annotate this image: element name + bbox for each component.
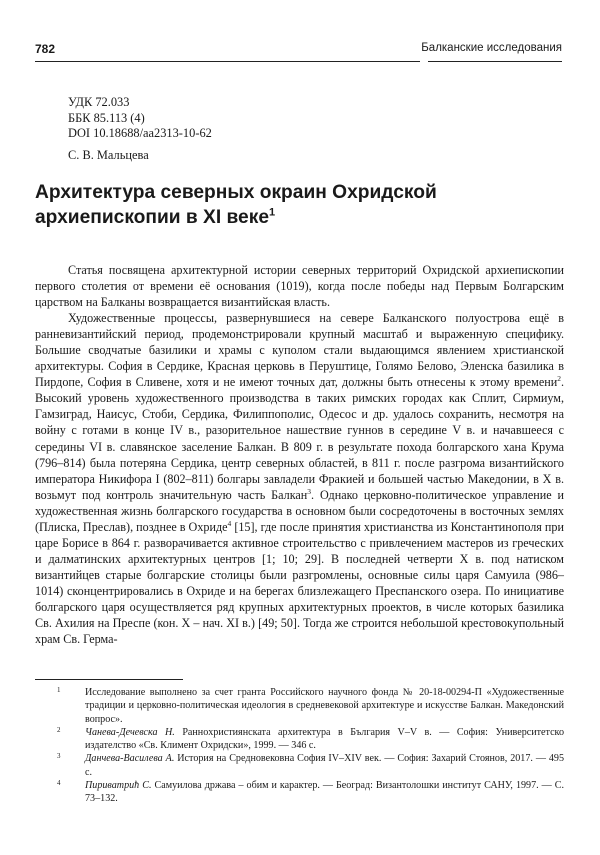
footnote-ref-3[interactable]: 3 [307,486,312,496]
footnote-author: Данчева-Василева А. [85,753,175,765]
footnote-2 [35,726,564,753]
footnote-4 [35,779,564,806]
body-paragraph [35,310,564,647]
footnote-number: 4 [57,779,61,788]
article-title [35,180,565,230]
footnotes [35,686,564,806]
paragraph-text: [15], где после принятия христианства из Константинополя при царе Борисе в 864 г. разворачивается активное строительство с привлечением мастеров из греческих и далматинских архитектурных центров [1; 10; 29]. В последней четверти X в. под натиском византийцев старые болгарские столицы были разгромлены, основные силы царя Самуила (986–1014) сконцентрировались в Охриде и на берегах близлежащего Преспанского озера. По инициативе болгарского царя осуществляется ряд крупных архитектурных проектов, в числе которых базилика Св. Ахилия на Преспе (кон. X – нач. XI в.) [49; 50]. Тогда же строится небольшой крестовокупольный храм Св. Герма- [35,519,564,647]
footnote-text: Самуилова држава – обим и карактер. — Београд: Византолошки институт САНУ, 1997. — С. 73–132. [85,780,565,805]
footnote-author: Чанева-Дечевска Н. [85,726,175,738]
author-name: С. В. Мальцева [68,148,149,162]
footnote-ref-4[interactable]: 4 [227,518,232,528]
title-line-2: архиепископии в XI веке [35,207,269,228]
bbk-code: ББК 85.113 (4) [68,110,145,125]
article-body [35,262,564,647]
udk-code: УДК 72.033 [68,95,130,109]
footnote-1 [35,686,564,726]
paragraph-text: . Высокий уровень художественного производства в таких римских городах как Сплит, Сирмиум, Гамзиград, Наисус, Стоби, Сердика, Филиппополис, Одесос и др. удалось сохранить, несмотря на войну с готами в конце IV в., разорительное нашествие гуннов в середине V в. и начавшееся с середины VI в. славянское заселение Балкан. В 809 г. в результате похода болгарского хана Крума (796–814) была потеряна Сердика, центр северных областей, в 811 г. после разгрома византийского императора Никифора I (802–811) болгары завладели Фракией и большей частью Македонии, в X в. возьмут под контроль значительную часть Балкан [35,375,564,502]
title-footnote-mark[interactable]: 1 [269,206,276,219]
footnote-number: 2 [57,725,61,734]
page-number: 782 [35,42,56,56]
footnote-ref-2[interactable]: 2 [557,374,561,384]
paragraph-text: . Однако церковно-политическое управление и художественная жизнь болгарского государства в основном были сосредоточены в восточных землях (Плиска, Преслав), позднее в Охриде [35,487,564,534]
doi: DOI 10.18688/aa2313-10-62 [68,126,212,141]
footnote-author: Пириватрић С. [85,780,152,792]
footnote-number: 1 [57,686,61,694]
header-rule-right [428,61,562,62]
abstract-paragraph: Статья посвящена архитектурной истории северных территорий Охридской архиепископии первого столетия от времени её основания (1019), когда после победы над Первым Болгарским царством на Балканы возвращается византийская власть. [35,263,564,310]
footnote-text: Исследование выполнено за счет гранта Российского научного фонда № 20-18-00294-П «Художественные традиции и церковно-политическая идеология в средневековой архитектуре и искусстве Балкан. Македонский вопрос». [85,687,564,725]
footnote-divider [35,679,183,680]
footnote-number: 3 [57,752,61,761]
title-line-1: Архитектура северных окраин Охридской [35,182,437,203]
footnote-text: История на Средновековна София IV–XIV век. — София: Захарий Стоянов, 2017. — 495 с. [85,753,564,778]
header-rule [35,61,420,62]
footnote-3 [35,752,564,779]
footnote-text: Ранноxристиянската архитектура в България V–V в. — София: Университетско издателство «Св. Климент Охридски», 1999. — 346 с. [85,726,564,752]
article-metadata [68,95,212,142]
paragraph-text: Художественные процессы, развернувшиеся на севере Балканского полуострова ещё в ранневизантийский период, продемонстрировали крупный масштаб и выраженную специфику. Большие сводчатые базилики и храмы с куполом стали выдающимся явлением христианской архитектуры. София в Сердике, Красная церковь в Перуштице, Голямо Белово, Эленска базилика в Пирдопе, София в Сливене, хотя и не имеют точных дат, должны быть отнесены к этому времени [35,311,564,390]
journal-title: Балканские исследования [421,42,562,54]
running-header [0,0,600,64]
